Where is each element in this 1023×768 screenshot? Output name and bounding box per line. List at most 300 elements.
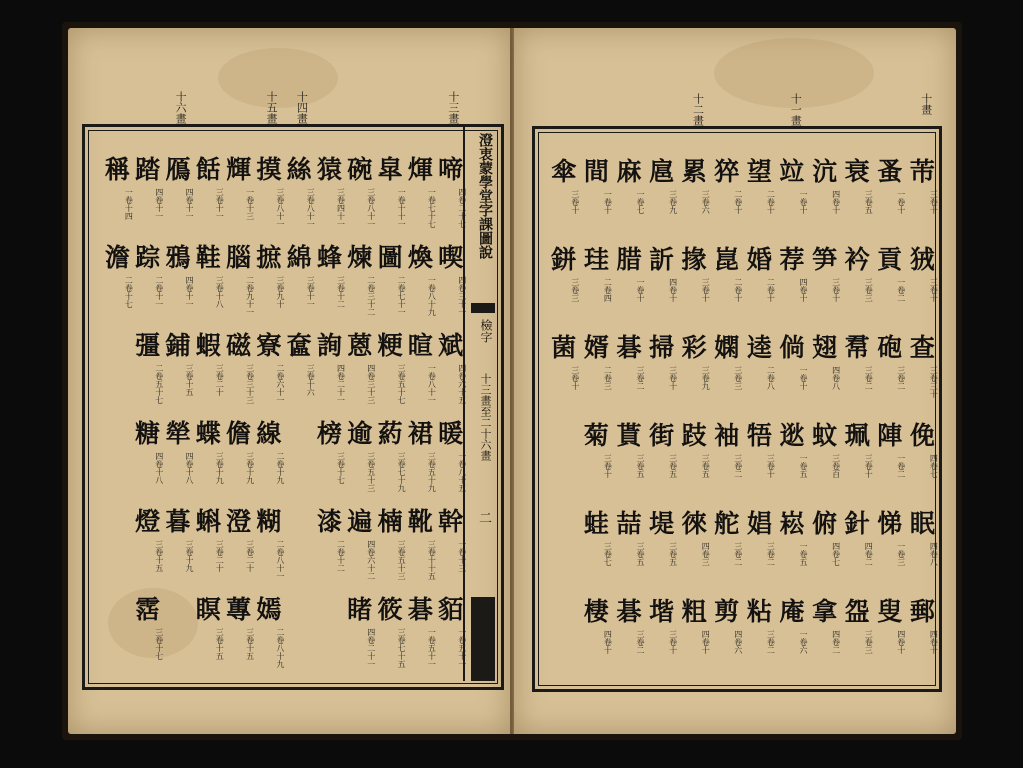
entry-character: 粘 [746,597,772,626]
index-entry [128,243,168,325]
entry-character: 裙 [407,419,433,448]
index-entry [544,333,584,415]
entry-reference: 三卷十 [831,278,841,302]
entry-character: 傘 [551,157,577,186]
entry-character: 碗 [347,155,373,184]
index-entry [609,245,649,327]
index-entry [739,421,779,503]
index-entry [219,331,259,413]
stroke-count-header: 十二畫 [691,93,705,126]
entry-character: 望 [746,157,772,186]
index-entry [310,243,350,325]
entry-character: 荐 [779,245,805,274]
entry-reference: 三卷五 [668,454,678,478]
entry-reference: 三卷十 [570,190,580,214]
entry-reference: 一卷十 [636,278,645,302]
entry-character: 舵 [714,509,740,538]
entry-reference: 一卷五 [799,542,808,566]
entry-character: 粳 [377,331,403,360]
entry-character: 啼 [438,155,464,184]
entry-character: 蜂 [316,243,342,272]
entry-reference: 二卷五十七 [154,364,164,404]
entry-character: 靴 [407,507,433,536]
entry-reference: 三卷三十三 [245,364,255,404]
spine-fishtail-mark [471,303,495,313]
entry-reference: 三卷十 [603,454,613,478]
entry-character: 盌 [844,597,870,626]
entry-reference: 四卷十 [603,630,613,654]
entry-character: 葯 [377,419,403,448]
entry-reference: 二卷九十一 [245,276,255,316]
index-entry [249,419,289,501]
entry-reference: 三卷二十 [215,364,225,396]
entry-reference: 三卷七十五 [397,628,407,668]
entry-reference: 三卷十十五 [427,540,437,580]
entry-character: 餂 [195,155,221,184]
entry-reference: 三卷十五 [154,540,164,572]
entry-character: 貊 [438,595,464,624]
entry-reference: 四卷三 [701,542,711,566]
stroke-count-header: 十畫 [919,93,933,115]
index-entry [219,155,259,237]
index-entry [431,595,471,677]
index-entry [576,157,616,239]
index-entry [642,421,682,503]
entry-reference: 一卷十 [799,366,808,390]
index-entry [674,509,714,591]
entry-character: 掾 [681,245,707,274]
index-entry [310,331,350,413]
entry-reference: 三卷二十 [215,540,225,572]
index-entry [772,245,812,327]
entry-reference: 二卷八十一 [275,540,285,580]
entry-reference: 三卷十 [929,278,939,302]
entry-reference: 一卷二 [896,454,906,478]
left-page-frame [82,91,504,690]
index-entry [902,157,942,239]
entry-character: 郵 [909,597,935,626]
index-entry [642,333,682,415]
entry-column [900,129,939,683]
index-entry [642,597,682,679]
entry-column [770,129,808,683]
entry-column [574,129,613,683]
entry-character: 牾 [746,421,772,450]
entry-character: 睹 [347,595,373,624]
index-entry [249,155,289,237]
entry-reference: 一卷七十七 [427,188,437,228]
index-entry [739,157,779,239]
index-entry [707,245,747,327]
entry-character: 蝦 [195,331,221,360]
entry-reference: 三卷十八 [215,276,225,308]
index-entry [805,421,845,503]
entry-reference: 三卷二 [896,366,906,390]
entry-character: 腦 [226,243,252,272]
entry-reference: 一卷六 [799,630,808,654]
entry-character: 絲 [286,155,312,184]
index-entry [279,243,319,325]
entry-reference: 三卷十九 [245,452,255,484]
entry-reference: 四卷三十三 [366,364,376,404]
index-entry [870,597,910,679]
entry-character: 俛 [909,421,935,450]
index-entry [837,597,877,679]
entry-reference: 三卷七十九 [397,452,407,492]
entry-column [868,129,906,683]
entry-character: 彊 [135,331,161,360]
index-entry [544,157,584,239]
entry-character: 袖 [714,421,740,450]
entry-character: 糖 [135,419,161,448]
index-entry [902,597,942,679]
index-entry [340,507,380,589]
entry-character: 儋 [226,419,252,448]
entry-reference: 二卷八十九 [275,628,285,668]
index-entry [340,243,380,325]
entry-character: 逵 [746,333,772,362]
index-entry [805,597,845,679]
index-entry [674,245,714,327]
entry-character: 堤 [649,509,675,538]
entry-reference: 三卷二 [766,630,776,654]
entry-character: 皐 [377,155,403,184]
entry-reference: 三卷十七 [336,452,346,484]
entry-character: 俯 [812,509,838,538]
entry-reference: 三卷十九 [215,452,225,484]
index-entry [870,157,910,239]
entry-character: 鋪 [165,331,191,360]
entry-character: 煉 [347,243,373,272]
entry-reference: 四卷十 [668,278,678,302]
index-entry [128,419,168,501]
index-entry [772,597,812,679]
entry-reference: 三卷五十七 [397,364,407,404]
entry-character: 綿 [286,243,312,272]
entry-reference: 二卷十 [766,190,776,214]
entry-reference: 四卷二十七 [457,188,467,228]
entry-character: 鉼 [551,245,577,274]
entry-reference: 一卷十三 [457,540,467,572]
entry-reference: 三卷十 [864,454,874,478]
index-entry [739,509,779,591]
entry-reference: 三卷三 [733,366,743,390]
entry-reference: 四卷十 [831,190,841,214]
index-entry [97,243,137,325]
entry-character: 棲 [583,597,609,626]
index-entry [128,331,168,413]
entry-character: 庵 [779,597,805,626]
index-entry [837,157,877,239]
entry-reference: 一卷八十一 [427,364,437,404]
entry-reference: 三卷五 [668,542,678,566]
index-entry [158,419,198,501]
entry-reference: 一卷五十一 [427,628,437,668]
index-entry [805,157,845,239]
entry-character: 娼 [746,509,772,538]
entry-character: 喫 [438,243,464,272]
index-entry [870,333,910,415]
entry-reference: 一卷八十五 [457,452,467,492]
entry-column [640,129,678,683]
entry-character: 蒽 [347,331,373,360]
entry-reference: 四卷八 [831,366,841,390]
index-entry [310,155,350,237]
entry-character: 查 [909,333,935,362]
index-entry [370,595,410,677]
index-entry [249,595,289,677]
index-entry [739,245,779,327]
entry-character: 鴉 [165,243,191,272]
index-entry [772,157,812,239]
entry-reference: 三卷十九 [185,540,194,572]
entry-reference: 三卷六 [701,190,711,214]
index-entry [249,243,289,325]
index-entry [279,155,319,237]
entry-column [803,129,841,683]
index-entry [772,333,812,415]
entry-column [429,127,467,681]
index-entry [340,155,380,237]
entry-column [737,129,776,683]
page-number: 二 [476,511,491,524]
entry-column [705,129,743,683]
entry-reference: 四卷十 [929,630,939,654]
book-spine-strip [463,127,501,681]
index-entry [219,243,259,325]
entry-character: 詢 [316,331,342,360]
entry-reference: 四卷八 [929,542,939,566]
index-entry [158,155,198,237]
index-entry [576,245,616,327]
entry-reference: 三卷二十 [245,540,255,572]
index-entry [400,419,440,501]
index-entry [707,597,747,679]
entry-reference: 一卷五十一 [457,628,467,668]
entry-character: 間 [583,157,609,186]
index-entry [431,243,471,325]
index-entry [674,157,714,239]
index-entry [400,507,440,589]
entry-character: 碁 [407,595,433,624]
index-entry [370,243,410,325]
index-entry [674,421,714,503]
index-entry [576,333,616,415]
entry-character: 暖 [438,419,464,448]
entry-character: 逖 [779,421,805,450]
entry-character: 奩 [286,331,312,360]
entry-character: 針 [844,509,870,538]
entry-character: 踪 [135,243,161,272]
entry-character: 菌 [551,333,577,362]
entry-reference: 二卷三 [603,366,613,390]
index-entry [739,333,779,415]
stroke-count-header: 十五畫 [265,91,279,124]
index-entry [400,331,440,413]
entry-character: 圖 [377,243,403,272]
entry-reference: 四卷二 [831,630,841,654]
entry-reference: 三卷十 [570,366,580,390]
entry-character: 榜 [316,419,342,448]
entry-character: 堦 [649,597,675,626]
entry-reference: 三卷十 [701,278,711,302]
entry-reference: 三卷八十一 [366,188,376,228]
entry-reference: 一卷五 [799,454,808,478]
entry-reference: 三卷二 [733,454,743,478]
stroke-count-header: 十一畫 [789,93,803,126]
entry-character: 踏 [135,155,161,184]
index-entry [837,509,877,591]
index-entry [310,419,350,501]
index-entry [188,155,228,237]
entry-reference: 一卷八十九 [427,276,437,316]
index-entry [805,245,845,327]
entry-character: 珪 [583,245,609,274]
entry-character: 扈 [649,157,675,186]
spine-black-block [471,597,495,681]
entry-character: 倘 [779,333,805,362]
entry-reference: 三卷五十九 [427,452,437,492]
entry-reference: 三卷五十三 [366,452,376,492]
entry-reference: 四卷七 [929,454,939,478]
index-entry [870,509,910,591]
entry-character: 婿 [583,333,609,362]
entry-character: 猝 [714,157,740,186]
entry-column [247,127,285,681]
stroke-count-header: 十四畫 [295,91,309,124]
entry-column [126,127,164,681]
index-entry [739,597,779,679]
entry-reference: 四卷十 [896,630,906,654]
entry-reference: 三卷十五 [245,628,255,660]
entry-reference: 三卷二 [864,366,874,390]
entry-reference: 三卷三十 [929,366,939,398]
entry-reference: 三卷十五 [215,628,225,660]
entry-reference: 三卷五 [864,190,874,214]
entry-character: 婚 [746,245,772,274]
entry-character: 跂 [681,421,707,450]
entry-reference: 三卷五 [636,454,645,478]
entry-column [338,127,376,681]
entry-reference: 三卷二 [733,542,743,566]
entry-reference: 三卷三 [864,278,874,302]
entry-column [368,127,407,681]
index-entry [431,331,471,413]
index-entry [707,333,747,415]
entry-character: 掃 [649,333,675,362]
index-entry [340,419,380,501]
entry-reference: 三卷百 [831,454,841,478]
entry-character: 眠 [909,509,935,538]
entry-column [542,129,580,683]
index-entry [400,155,440,237]
index-entry [310,507,350,589]
index-entry [400,243,440,325]
index-entry [188,595,228,677]
entry-reference: 二卷十九 [275,452,285,484]
entry-reference: 二卷十七 [124,276,134,308]
entry-character: 珮 [844,421,870,450]
entry-character: 菊 [583,421,609,450]
entry-character: 崧 [779,509,805,538]
entry-character: 徠 [681,509,707,538]
entry-character: 訢 [649,245,675,274]
entry-reference: 三卷十五 [185,364,194,396]
entry-character: 衰 [844,157,870,186]
index-entry [609,421,649,503]
entry-reference: 三卷十一 [306,276,316,308]
entry-character: 粗 [681,597,707,626]
index-entry [902,509,942,591]
index-entry [249,507,289,589]
entry-character: 竝 [779,157,805,186]
entry-character: 筱 [377,595,403,624]
entry-column [156,127,194,681]
entry-reference: 一卷七 [636,190,645,214]
entry-character: 狨 [909,245,935,274]
index-entry [902,245,942,327]
entry-character: 蝶 [195,419,221,448]
index-entry [674,597,714,679]
entry-character: 衿 [844,245,870,274]
index-entry [219,419,259,501]
entry-reference: 三卷八十一 [275,188,285,228]
index-entry [837,245,877,327]
entry-character: 遍 [347,507,373,536]
entry-reference: 二卷十 [766,278,776,302]
entry-character: 煥 [407,243,433,272]
entry-character: 蓴 [226,595,252,624]
entry-character: 逾 [347,419,373,448]
entry-character: 線 [256,419,282,448]
index-entry [128,595,168,677]
stroke-count-header: 十三畫 [446,91,460,124]
right-page [514,28,956,734]
entry-character: 猿 [316,155,342,184]
entry-character: 彩 [681,333,707,362]
index-entry [219,507,259,589]
entry-reference: 一卷十三 [245,188,255,220]
entry-column [607,129,645,683]
entry-character: 摭 [256,243,282,272]
entry-character: 蛙 [583,509,609,538]
entry-column [277,127,316,681]
index-entry [128,507,168,589]
index-entry [400,595,440,677]
entry-character: 輝 [226,155,252,184]
index-entry [609,597,649,679]
entry-character: 楠 [377,507,403,536]
entry-character: 瞑 [195,595,221,624]
index-entry [902,333,942,415]
index-entry [340,331,380,413]
entry-character: 鞋 [195,243,221,272]
entry-reference: 三卷十六 [306,364,316,396]
entry-reference: 三卷十 [668,630,678,654]
entry-reference: 一卷十四 [124,188,134,220]
entry-character: 叟 [877,597,903,626]
entry-reference: 四卷十八 [185,452,194,484]
entry-character: 陣 [877,421,903,450]
index-entry [707,509,747,591]
entry-reference: 二卷七十一 [397,276,407,316]
entry-column [186,127,225,681]
entry-character: 摸 [256,155,282,184]
index-entry [370,507,410,589]
entry-column [95,127,134,681]
entry-column [835,129,874,683]
entry-reference: 二卷三十二 [366,276,376,316]
